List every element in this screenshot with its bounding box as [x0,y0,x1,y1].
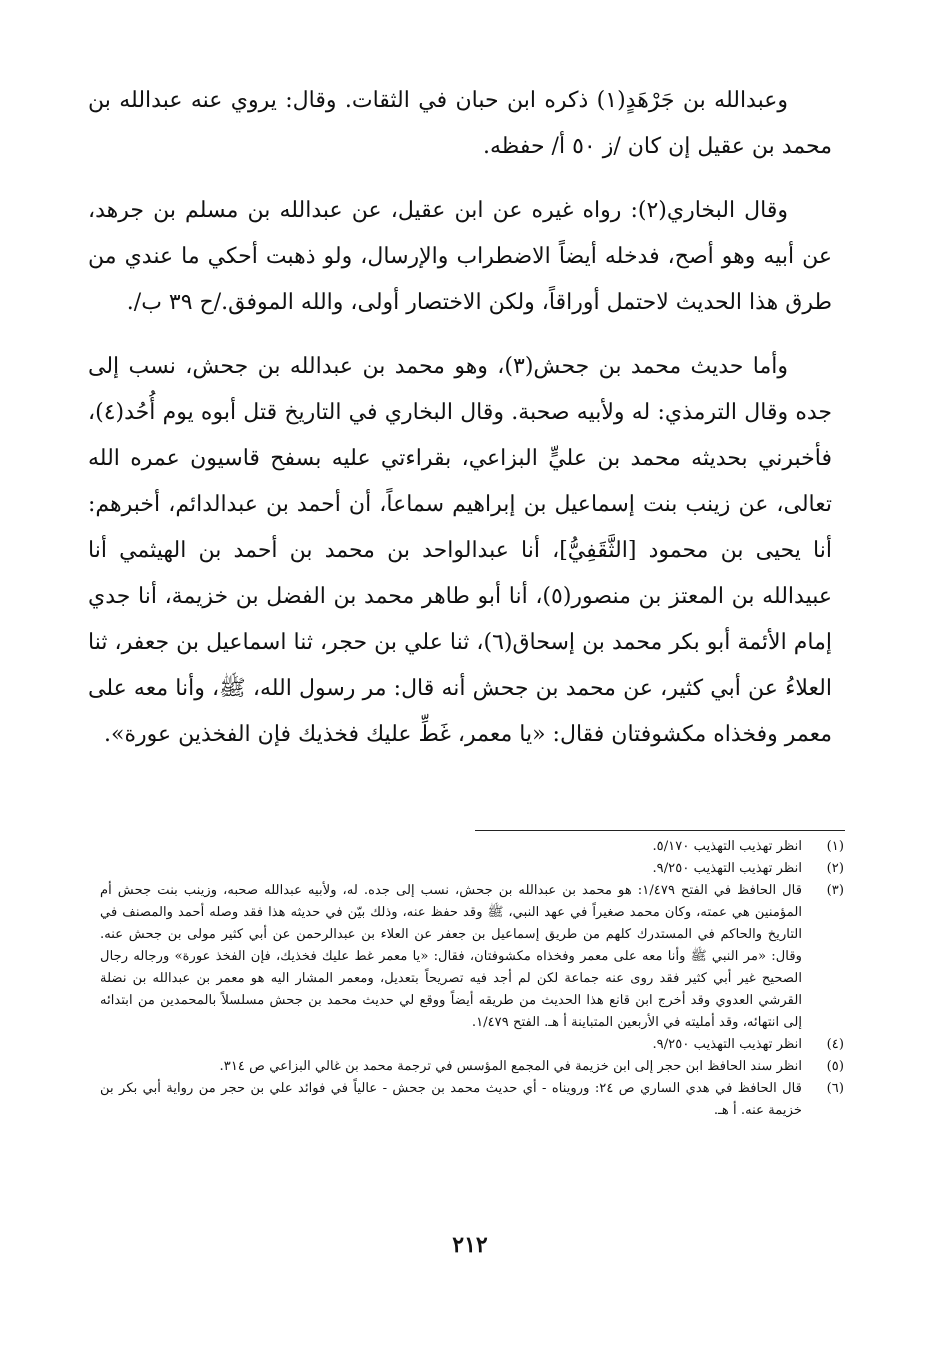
paragraph-text: وأما حديث محمد بن جحش(٣)، وهو محمد بن عبدالله بن جحش، نسب إلى جده وقال الترمذي: له ولأبيه صحبة. وقال البخاري في التاريخ قتل أبوه يوم أُحُد(٤)، فأخبرني بحديثه محمد بن عليٍّ البزاعي، بقراءتي عليه بسفح قاسيون عمره الله تعالى، عن زينب بنت إسماعيل بن إبراهيم سماعاً، أن أحمد بن عبدالدائم، أخبرهم: أنا يحيى بن محمود [الثَّقَفِيُّ]، أنا عبدالواحد بن محمد بن أحمد بن الهيثمي أنا عبيدالله بن المعتز بن منصور(٥)، أنا أبو طاهر محمد بن الفضل بن خزيمة، أنا جدي إمام الأئمة أبو بكر محمد بن إسحاق(٦)، ثنا علي بن حجر، ثنا اسماعيل بن جعفر، ثنا العلاءُ عن أبي كثير، عن محمد بن جحش أنه قال: مر رسول الله، ﷺ، وأنا معه على معمر وفخذاه مكشوفتان فقال: «يا معمر، غَطِّ عليك فخذيك فإن الفخذين عورة». [88,354,832,747]
paragraph-1 [88,78,832,170]
paragraph-2 [88,188,832,326]
footnote-number: (٣) [826,883,844,898]
footnote-2 [100,858,844,880]
footnotes [100,836,844,1122]
footnote-number: (٦) [826,1081,844,1096]
page-number: ٢١٢ [452,1232,488,1258]
footnote-number: (٥) [826,1059,844,1074]
footnote-text: قال الحافظ في هدي الساري ص ٢٤: ورويناه - أي حديث محمد بن جحش - عالياً في فوائد علي بن حجر من رواية أبي بكر بن خزيمة عنه. أ هـ. [100,1081,802,1118]
footnote-text: انظر تهذيب التهذيب ٩/٢٥٠. [652,1037,802,1052]
footnote-4 [100,1034,844,1056]
footnote-1 [100,836,844,858]
footnote-text: انظر تهذيب التهذيب ٥/١٧٠. [652,839,802,854]
footnote-6 [100,1078,844,1122]
footnote-number: (٤) [826,1037,844,1052]
footnote-number: (٢) [826,861,844,876]
footnote-text: انظر تهذيب التهذيب ٩/٢٥٠. [652,861,802,876]
paragraph-3 [88,344,832,758]
footnote-3 [100,880,844,1034]
footnote-separator [475,830,845,831]
footnote-5 [100,1056,844,1078]
footnote-number: (١) [826,839,844,854]
footnote-text: قال الحافظ في الفتح ١/٤٧٩: هو محمد بن عبدالله بن جحش، نسب إلى جده. له، ولأبيه عبدالله صحبه، وزينب بنت جحش أم المؤمنين هي عمته، وكان محمد صغيراً في عهد النبي، ﷺ وقد حفظ عنه، وذلك بيّن في حديثه هذا فقد وصله أحمد والمصنف في التاريخ والحاكم في المستدرك كلهم من طريق إسماعيل بن جعفر عن العلاء بن عبدالرحمن عن أبي كثير مولى بن جحش عنه. وقال: «مر النبي ﷺ وأنا معه على معمر وفخذاه مكشوفتان، فقال: «يا معمر غط عليك فخذيك، فإن الفخذ عورة» ورجاله رجال الصحيح غير أبي كثير فقد روى عنه جماعة لكن لم أجد فيه تصريحاً بتعديل، ومعمر المشار اليه هو معمر بن عبدالله بن نضلة القرشي العدوي وقد أخرج ابن قانع هذا الحديث من طريقه أيضاً ووقع لي حديث محمد بن جحش مسلسلاً بالمحمدين من ابتدائه إلى انتهائه، وقد أمليته في الأربعين المتباينة أ هـ. الفتح ١/٤٧٩. [100,883,802,1030]
paragraph-text: وعبدالله بن جَرْهَدٍ(١) ذكره ابن حبان في الثقات. وقال: يروي عنه عبدالله بن محمد بن عقيل إن كان /ز ٥٠ أ/ حفظه. [88,88,832,159]
paragraph-text: وقال البخاري(٢): رواه غيره عن ابن عقيل، عن عبدالله بن مسلم بن جرهد، عن أبيه وهو أصح، فدخله أيضاً الاضطراب والإرسال، ولو ذهبت أحكي ما عندي من طرق هذا الحديث لاحتمل أوراقاً، ولكن الاختصار أولى، والله الموفق./ح ٣٩ ب/. [88,198,832,315]
main-text [88,78,832,776]
footnote-text: انظر سند الحافظ ابن حجر إلى ابن خزيمة في المجمع المؤسس في ترجمة محمد بن غالي البزاعي ص ٣١٤. [219,1059,802,1074]
